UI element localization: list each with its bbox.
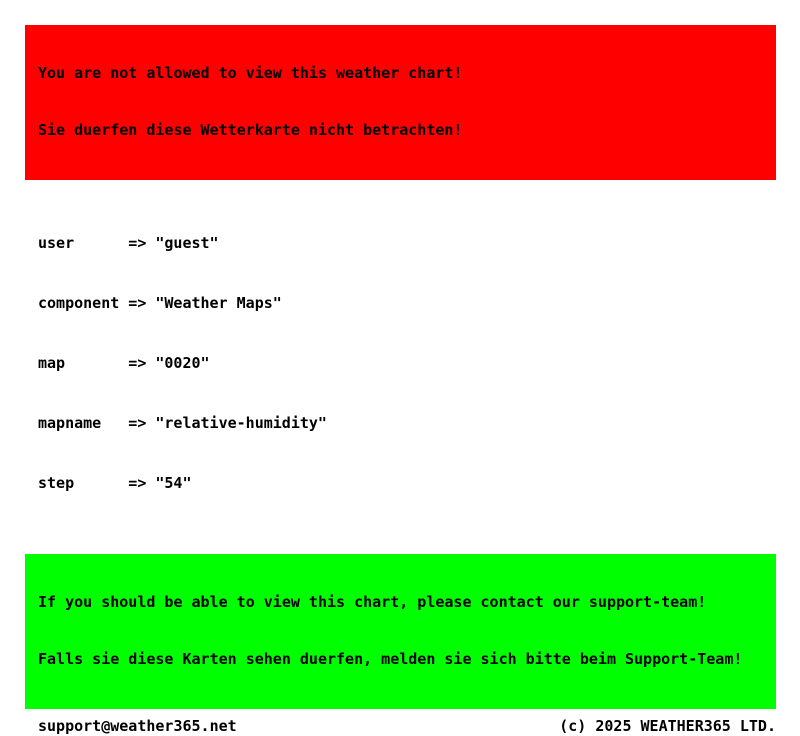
info-banner-line-de: Falls sie diese Karten sehen duerfen, melden sie sich bitte beim Support-Team! xyxy=(38,650,743,668)
detail-arrow: => xyxy=(128,354,147,372)
error-banner xyxy=(25,25,776,180)
footer xyxy=(25,716,776,736)
detail-arrow: => xyxy=(128,414,147,432)
detail-value: "Weather Maps" xyxy=(155,294,282,312)
detail-row-map xyxy=(38,353,776,373)
info-banner-line-en: If you should be able to view this chart, please contact our support-team! xyxy=(38,593,707,611)
copyright-notice: (c) 2025 WEATHER365 LTD. xyxy=(559,717,776,735)
request-details xyxy=(38,193,776,533)
detail-arrow: => xyxy=(128,474,147,492)
detail-value: "0020" xyxy=(155,354,210,372)
error-banner-line-en: You are not allowed to view this weather chart! xyxy=(38,64,463,82)
support-email: support@weather365.net xyxy=(38,717,237,735)
info-banner xyxy=(25,554,776,709)
detail-key: component xyxy=(38,294,120,312)
error-banner-line-de: Sie duerfen diese Wetterkarte nicht betrachten! xyxy=(38,121,463,139)
detail-key: mapname xyxy=(38,414,102,432)
detail-key: user xyxy=(38,234,75,252)
detail-value: "guest" xyxy=(155,234,219,252)
detail-key: map xyxy=(38,354,66,372)
detail-key: step xyxy=(38,474,75,492)
detail-row-component xyxy=(38,293,776,313)
detail-arrow: => xyxy=(128,294,147,312)
detail-row-step xyxy=(38,473,776,493)
page-content xyxy=(25,25,776,736)
detail-row-mapname xyxy=(38,413,776,433)
detail-value: "54" xyxy=(155,474,192,492)
detail-value: "relative-humidity" xyxy=(155,414,327,432)
detail-row-user xyxy=(38,233,776,253)
detail-arrow: => xyxy=(128,234,147,252)
